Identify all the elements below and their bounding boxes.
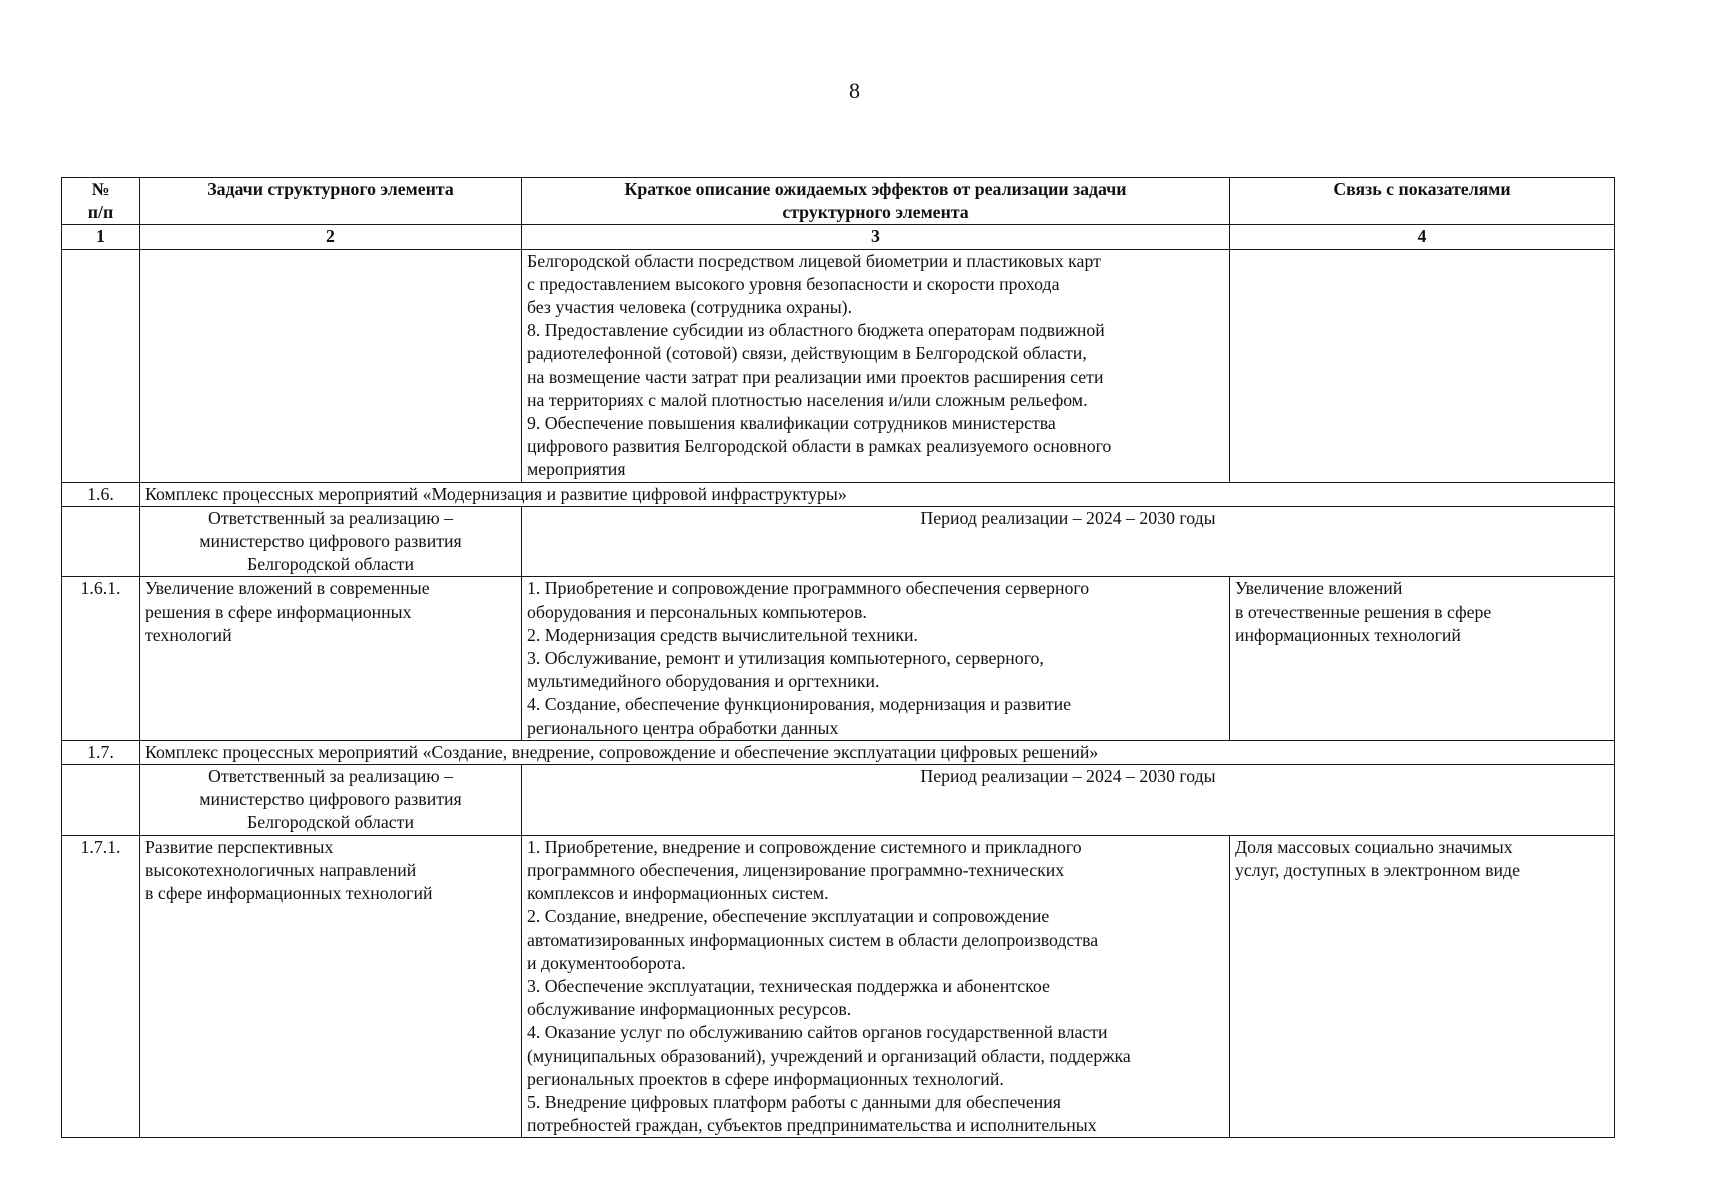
effect-line: комплексов и информационных систем. [527, 883, 829, 904]
responsible-line: Ответственный за реализацию – [208, 507, 453, 528]
header-number-line: № [91, 179, 110, 199]
task-line: технологий [145, 624, 232, 645]
cell-number-empty [62, 249, 140, 482]
header-number-line: п/п [87, 202, 114, 223]
task-number: 1.7.1. [62, 835, 140, 1138]
column-numbers-row [62, 225, 1615, 249]
task-line: высокотехнологичных направлений [145, 859, 417, 880]
indicators-cell [1230, 835, 1615, 1138]
table-row-1-7-1 [62, 835, 1615, 1138]
effect-line: на возмещение части затрат при реализации ими проектов расширения сети [527, 366, 1104, 387]
task-number: 1.6.1. [62, 577, 140, 740]
header-number [62, 178, 140, 225]
effect-line: без участия человека (сотрудника охраны). [527, 297, 853, 318]
effect-line: радиотелефонной (сотовой) связи, действующим в Белгородской области, [527, 343, 1087, 364]
responsible-line: министерство цифрового развития [199, 789, 462, 810]
header-effects-line: Краткое описание ожидаемых эффектов от реализации задачи [624, 179, 1127, 199]
header-tasks-line: Задачи структурного элемента [207, 179, 454, 199]
section-number: 1.6. [62, 482, 140, 506]
cell-indicators-empty [1230, 249, 1615, 482]
responsible-row-1-7 [62, 765, 1615, 836]
header-effects-line: структурного элемента [782, 202, 969, 223]
cell-effects-continuation [522, 249, 1230, 482]
section-number: 1.7. [62, 740, 140, 764]
column-number: 3 [522, 225, 1230, 249]
effect-line: мультимедийного оборудования и оргтехники. [527, 671, 880, 692]
indicators-cell [1230, 577, 1615, 740]
responsible-cell [140, 765, 522, 836]
effect-line: обслуживание информационных ресурсов. [527, 999, 852, 1020]
effect-line: 3. Обеспечение эксплуатации, техническая поддержка и абонентское [527, 975, 1050, 996]
header-effects [522, 178, 1230, 225]
effect-line: автоматизированных информационных систем в области делопроизводства [527, 929, 1099, 950]
effects-cell [522, 577, 1230, 740]
column-number: 2 [140, 225, 522, 249]
effect-line: мероприятия [527, 459, 626, 480]
indicator-line: Увеличение вложений [1235, 578, 1403, 599]
period-cell: Период реализации – 2024 – 2030 годы [522, 506, 1615, 577]
header-indicators-line: Связь с показателями [1333, 179, 1511, 199]
cell-number-empty [62, 765, 140, 836]
effect-line: региональных проектов в сфере информационных технологий. [527, 1068, 1004, 1089]
effect-line: с предоставлением высокого уровня безопасности и скорости прохода [527, 273, 1060, 294]
task-line: Увеличение вложений в современные [145, 578, 430, 599]
task-line: решения в сфере информационных [145, 601, 412, 622]
indicator-line: информационных технологий [1235, 624, 1461, 645]
column-number: 4 [1230, 225, 1615, 249]
effect-line: 9. Обеспечение повышения квалификации сотрудников министерства [527, 413, 1056, 434]
effects-cell [522, 835, 1230, 1138]
period-cell: Период реализации – 2024 – 2030 годы [522, 765, 1615, 836]
effect-line: 4. Оказание услуг по обслуживанию сайтов органов государственной власти [527, 1022, 1108, 1043]
task-line: в сфере информационных технологий [145, 883, 433, 904]
task-line: Развитие перспективных [145, 836, 334, 857]
effect-line: 1. Приобретение и сопровождение программного обеспечения серверного [527, 578, 1090, 599]
header-tasks [140, 178, 522, 225]
responsible-line: Ответственный за реализацию – [208, 766, 453, 787]
cell-number-empty [62, 506, 140, 577]
effect-line: 8. Предоставление субсидии из областного бюджета операторам подвижной [527, 320, 1105, 341]
effect-line: (муниципальных образований), учреждений и организаций области, поддержка [527, 1045, 1131, 1066]
responsible-row-1-6 [62, 506, 1615, 577]
task-cell [140, 835, 522, 1138]
effect-line: программного обеспечения, лицензирование программно-технических [527, 859, 1065, 880]
effect-line: 2. Модернизация средств вычислительной техники. [527, 624, 918, 645]
section-row-1-6 [62, 482, 1615, 506]
indicator-line: услуг, доступных в электронном виде [1235, 859, 1520, 880]
indicator-line: Доля массовых социально значимых [1235, 836, 1513, 857]
effect-line: потребностей граждан, субъектов предпринимательства и исполнительных [527, 1115, 1097, 1136]
table-row-1-6-1 [62, 577, 1615, 740]
header-indicators [1230, 178, 1615, 225]
effect-line: Белгородской области посредством лицевой биометрии и пластиковых карт [527, 250, 1101, 271]
effect-line: 2. Создание, внедрение, обеспечение эксплуатации и сопровождение [527, 906, 1050, 927]
effect-line: 5. Внедрение цифровых платформ работы с данными для обеспечения [527, 1091, 1061, 1112]
effect-line: 3. Обслуживание, ремонт и утилизация компьютерного, серверного, [527, 648, 1044, 669]
section-row-1-7 [62, 740, 1615, 764]
effect-line: и документооборота. [527, 952, 686, 973]
effect-line: оборудования и персональных компьютеров. [527, 601, 867, 622]
section-title: Комплекс процессных мероприятий «Модернизация и развитие цифровой инфраструктуры» [140, 482, 1615, 506]
responsible-line: Белгородской области [247, 812, 414, 833]
effect-line: 1. Приобретение, внедрение и сопровождение системного и прикладного [527, 836, 1082, 857]
section-title: Комплекс процессных мероприятий «Создание, внедрение, сопровождение и обеспечение эксплуатации цифровых решений» [140, 740, 1615, 764]
task-cell [140, 577, 522, 740]
effect-line: регионального центра обработки данных [527, 717, 839, 738]
page-number: 8 [849, 78, 860, 103]
responsible-cell [140, 506, 522, 577]
table-header-row [62, 178, 1615, 225]
measures-table [61, 177, 1615, 1138]
cell-task-empty [140, 249, 522, 482]
responsible-line: министерство цифрового развития [199, 531, 462, 552]
column-number: 1 [62, 225, 140, 249]
responsible-line: Белгородской области [247, 554, 414, 575]
effect-line: на территориях с малой плотностью населения и/или сложным рельефом. [527, 389, 1088, 410]
effect-line: 4. Создание, обеспечение функционирования, модернизация и развитие [527, 694, 1072, 715]
indicator-line: в отечественные решения в сфере [1235, 601, 1492, 622]
table-row-continuation [62, 249, 1615, 482]
effect-line: цифрового развития Белгородской области в рамках реализуемого основного [527, 436, 1112, 457]
